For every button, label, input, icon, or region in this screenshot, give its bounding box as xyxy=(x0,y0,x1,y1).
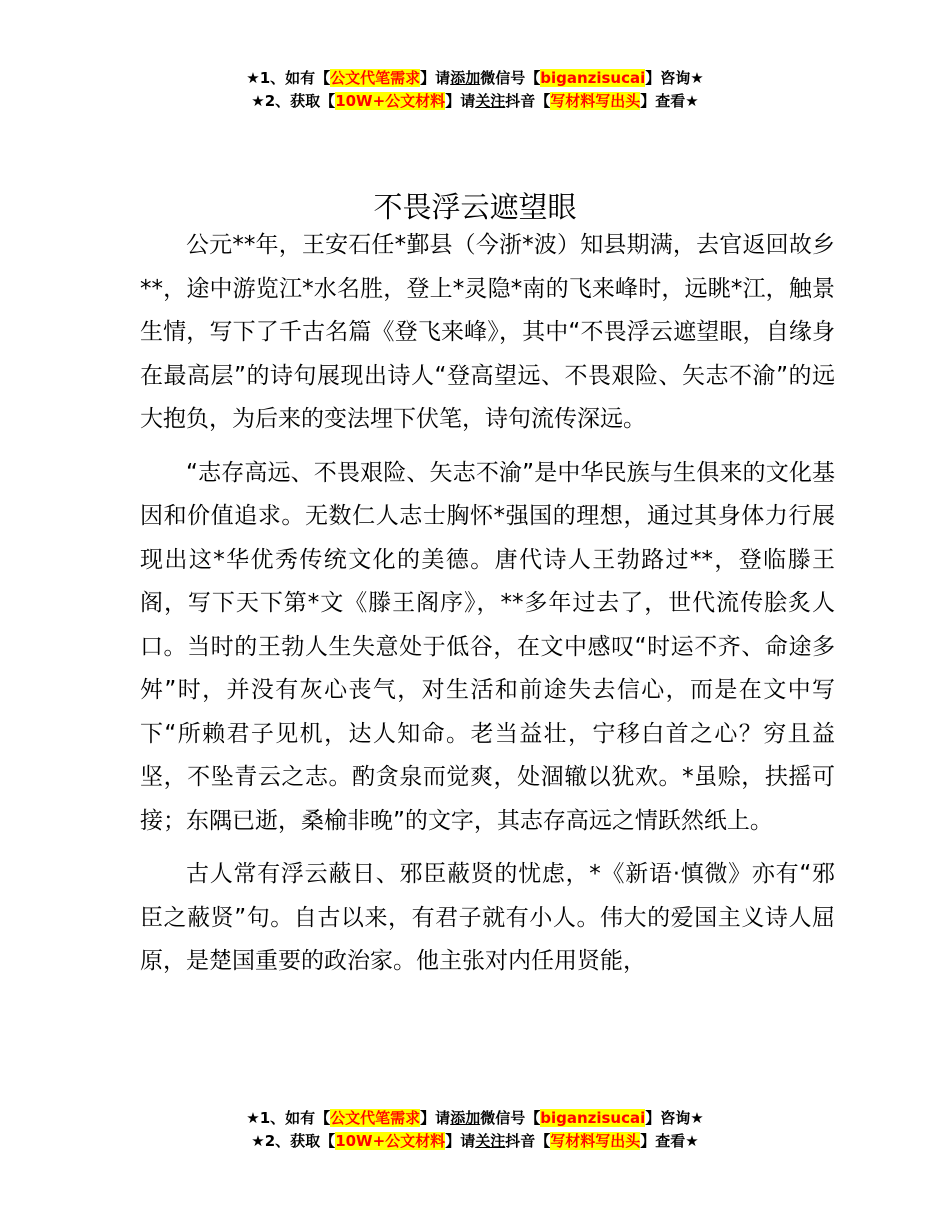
banner-text: 微信号【 xyxy=(480,69,541,87)
banner-underline: 添加 xyxy=(450,69,481,87)
banner-text: 微信号【 xyxy=(480,1109,541,1127)
header-banner xyxy=(0,67,950,113)
banner-text: 】请 xyxy=(445,92,476,110)
banner-highlight: biganzisucai xyxy=(540,1109,646,1127)
banner-underline: 关注 xyxy=(475,92,506,110)
paragraph-1: 公元**年，王安石任*鄞县（今浙*波）知县期满，去官返回故乡**，途中游览江*水名胜，登上*灵隐*南的飞来峰时，远眺*江，触景生情，写下了千古名篇《登飞来峰》，其中“不畏浮云遮望眼，自缘身在最高层”的诗句展现出诗人“登高望远、不畏艰险、矢志不渝”的远大抱负，为后来的变法埋下伏笔，诗句流传深远。 xyxy=(140,232,835,432)
footer-line-1 xyxy=(0,1107,950,1130)
banner-text: 】咨询★ xyxy=(645,1109,704,1127)
header-line-1 xyxy=(0,67,950,90)
banner-text: 抖音【 xyxy=(505,1132,551,1150)
header-line-2 xyxy=(0,90,950,113)
banner-text: 】查看★ xyxy=(640,1132,699,1150)
banner-highlight: 10W+公文材料 xyxy=(335,92,446,110)
banner-text: 】咨询★ xyxy=(645,69,704,87)
banner-highlight: biganzisucai xyxy=(540,69,646,87)
banner-text: ★2、获取【 xyxy=(251,1132,336,1150)
banner-highlight: 公文代笔需求 xyxy=(330,1109,421,1127)
footer-line-2 xyxy=(0,1130,950,1153)
banner-text: 抖音【 xyxy=(505,92,551,110)
banner-highlight: 写材料写出头 xyxy=(550,92,641,110)
banner-underline: 添加 xyxy=(450,1109,481,1127)
document-title: 不畏浮云遮望眼 xyxy=(373,190,577,225)
banner-text: 】请 xyxy=(420,1109,451,1127)
banner-text: 】查看★ xyxy=(640,92,699,110)
banner-highlight: 写材料写出头 xyxy=(550,1132,641,1150)
banner-highlight: 10W+公文材料 xyxy=(335,1132,446,1150)
banner-text: ★1、如有【 xyxy=(246,69,331,87)
banner-underline: 关注 xyxy=(475,1132,506,1150)
banner-text: ★2、获取【 xyxy=(251,92,336,110)
document-body xyxy=(140,224,835,994)
banner-text: ★1、如有【 xyxy=(246,1109,331,1127)
banner-highlight: 公文代笔需求 xyxy=(330,69,421,87)
footer-banner xyxy=(0,1107,950,1153)
paragraph-3: 古人常有浮云蔽日、邪臣蔽贤的忧虑，*《新语·慎微》亦有“邪臣之蔽贤”句。自古以来，有君子就有小人。伟大的爱国主义诗人屈原，是楚国重要的政治家。他主张对内任用贤能， xyxy=(140,861,835,974)
banner-text: 】请 xyxy=(445,1132,476,1150)
paragraph-2: “志存高远、不畏艰险、矢志不渝”是中华民族与生俱来的文化基因和价值追求。无数仁人志士胸怀*强国的理想，通过其身体力行展现出这*华优秀传统文化的美德。唐代诗人王勃路过**，登临滕王阁，写下天下第*文《滕王阁序》，**多年过去了，世代流传脍炙人口。当时的王勃人生失意处于低谷，在文中感叹“时运不齐、命途多舛”时，并没有灰心丧气，对生活和前途失去信心，而是在文中写下“所赖君子见机，达人知命。老当益壮，宁移白首之心？穷且益坚，不坠青云之志。酌贪泉而觉爽，处涸辙以犹欢。*虽赊，扶摇可接；东隅已逝，桑榆非晚”的文字，其志存高远之情跃然纸上。 xyxy=(140,459,835,834)
banner-text: 】请 xyxy=(420,69,451,87)
